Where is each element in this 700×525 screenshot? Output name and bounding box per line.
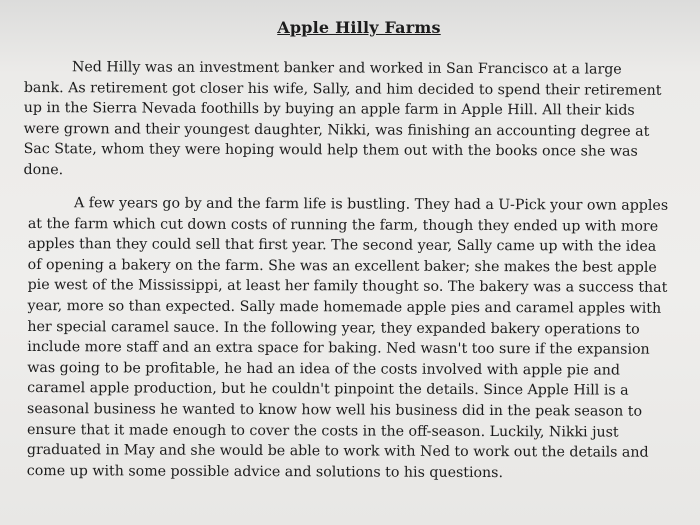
document-title: Apple Hilly Farms xyxy=(277,18,441,37)
paragraph-intro: Ned Hilly was an investment banker and worked in San Francisco at a large bank. As retirement got closer his wife, Sally, and him decided to spend their retirement up in the Sierra Nevada foothills by buying an apple farm in Apple Hill. All their kids were grown and their youngest daughter, Nikki, was finishing an accounting degree at Sac State, whom they were hoping would help them out with the books once she was done. xyxy=(23,59,662,179)
paragraph-bakery: A few years go by and the farm life is bustling. They had a U-Pick your own apples at the farm which cut down costs of running the farm, though they ended up with more apples than they could sell that first year. The second year, Sally came up with the idea of opening a bakery on the farm. She was an excellent baker; she makes the best apple pie west of the Mississippi, at least her family thought so. The bakery was a success that year, more so than expected. Sally made homemade apple pies and caramel apples with her special caramel sauce. In the following year, they expanded bakery operations to include more staff and an extra space for baking. Ned wasn't too sure if the expansion was going to be profitable, he had an idea of the costs involved with apple pie and caramel apple production, but he couldn't pinpoint the details. Since Apple Hill is a seasonal business he wanted to know how well his business did in the peak season to ensure that it made enough to cover the costs in the off-season. Luckily, Nikki just graduated in May and she would be able to work with Ned to work out the details and come up with some possible advice and solutions to his questions. xyxy=(26,194,669,481)
document-body xyxy=(23,14,669,493)
